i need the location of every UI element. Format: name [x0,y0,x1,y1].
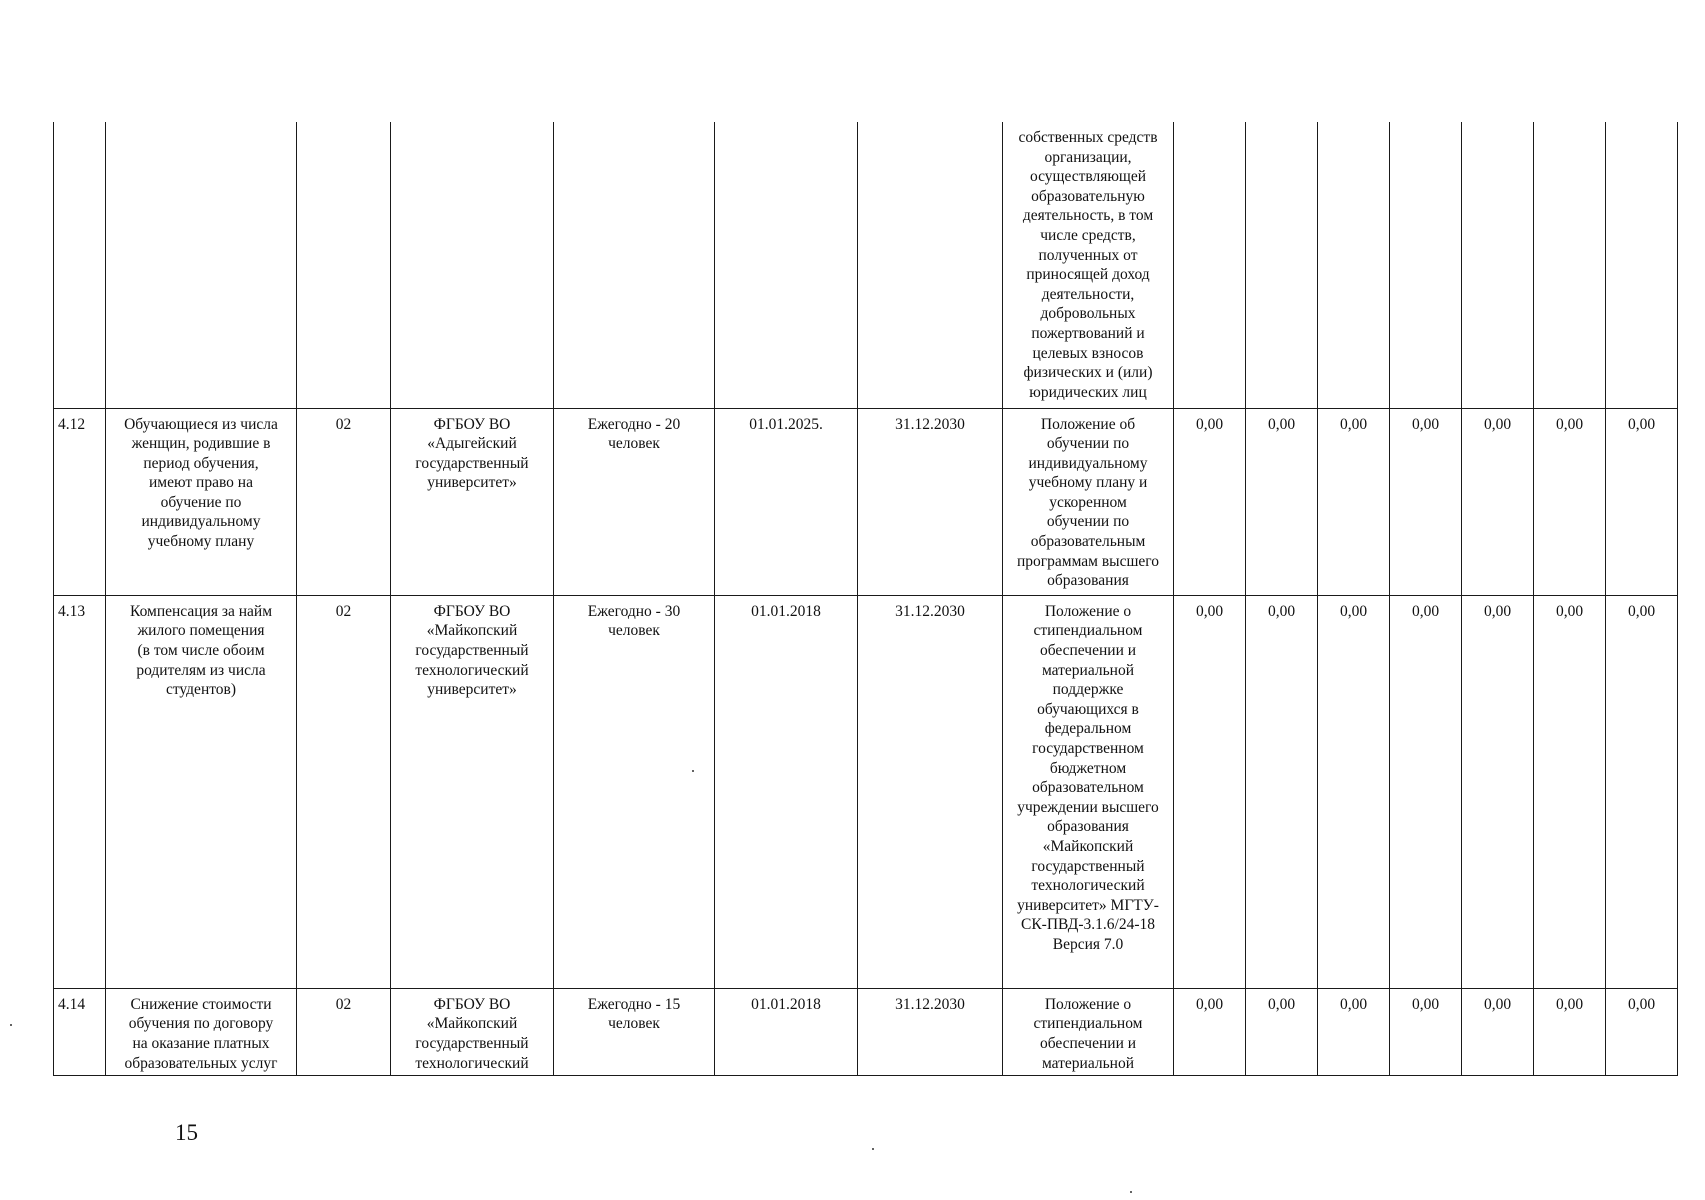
legal-basis-cell: Положение о стипендиальном обеспечении и материальной поддержке обучающихся в федеральном государственном бюджетном образовательном учреждении высшего образования «Майкопский государственный технологический университет» МГТУ- СК-ПВД-3.1.6/24-18 Версия 7.0 [1003,595,1174,988]
volume-cell: Ежегодно - 30 человек [554,595,715,988]
volume-cell: Ежегодно - 15 человек [554,988,715,1075]
code-cell [297,122,391,408]
scan-speck [692,770,694,772]
organization-cell: ФГБОУ ВО «Майкопский государственный технологический [391,988,554,1075]
amount-cell [1390,122,1462,408]
end-date-cell: 31.12.2030 [858,988,1003,1075]
code-cell: 02 [297,408,391,595]
volume-cell: Ежегодно - 20 человек [554,408,715,595]
scan-speck [10,1024,12,1026]
start-date-cell: 01.01.2018 [715,595,858,988]
amount-cell: 0,00 [1174,408,1246,595]
scan-speck [1130,1191,1132,1193]
amount-cell: 0,00 [1606,595,1678,988]
page-number: 15 [175,1120,198,1145]
row-number-cell [54,122,106,408]
amount-cell: 0,00 [1390,408,1462,595]
amount-cell: 0,00 [1534,988,1606,1075]
amount-cell [1246,122,1318,408]
amount-cell [1318,122,1390,408]
organization-cell [391,122,554,408]
table-row [54,595,1678,988]
start-date-cell: 01.01.2025. [715,408,858,595]
legal-basis-cell: Положение о стипендиальном обеспечении и материальной [1003,988,1174,1075]
amount-cell: 0,00 [1462,988,1534,1075]
end-date-cell [858,122,1003,408]
start-date-cell: 01.01.2018 [715,988,858,1075]
amount-cell: 0,00 [1390,988,1462,1075]
amount-cell [1462,122,1534,408]
end-date-cell: 31.12.2030 [858,595,1003,988]
amount-cell: 0,00 [1318,988,1390,1075]
amount-cell [1174,122,1246,408]
measure-name-cell: Компенсация за найм жилого помещения (в том числе обоим родителям из числа студентов) [106,595,297,988]
amount-cell: 0,00 [1606,408,1678,595]
organization-cell: ФГБОУ ВО «Майкопский государственный технологический университет» [391,595,554,988]
amount-cell [1606,122,1678,408]
amount-cell: 0,00 [1534,595,1606,988]
amount-cell: 0,00 [1390,595,1462,988]
legal-basis-cell: Положение об обучении по индивидуальному учебному плану и ускоренном обучении по образовательным программам высшего образования [1003,408,1174,595]
amount-cell [1534,122,1606,408]
amount-cell: 0,00 [1246,988,1318,1075]
amount-cell: 0,00 [1174,595,1246,988]
amount-cell: 0,00 [1534,408,1606,595]
end-date-cell: 31.12.2030 [858,408,1003,595]
measure-name-cell: Снижение стоимости обучения по договору на оказание платных образовательных услуг [106,988,297,1075]
amount-cell: 0,00 [1318,595,1390,988]
table-row [54,122,1678,408]
measure-name-cell: Обучающиеся из числа женщин, родившие в период обучения, имеют право на обучение по индивидуальному учебному плану [106,408,297,595]
table-row [54,988,1678,1075]
document-table [53,122,1678,1076]
row-number-cell: 4.12 [54,408,106,595]
amount-cell: 0,00 [1462,408,1534,595]
row-number-cell: 4.13 [54,595,106,988]
scan-speck [872,1148,874,1150]
amount-cell: 0,00 [1174,988,1246,1075]
table-row [54,408,1678,595]
amount-cell: 0,00 [1318,408,1390,595]
amount-cell: 0,00 [1246,595,1318,988]
code-cell: 02 [297,595,391,988]
start-date-cell [715,122,858,408]
amount-cell: 0,00 [1462,595,1534,988]
measure-name-cell [106,122,297,408]
amount-cell: 0,00 [1606,988,1678,1075]
row-number-cell: 4.14 [54,988,106,1075]
volume-cell [554,122,715,408]
organization-cell: ФГБОУ ВО «Адыгейский государственный университет» [391,408,554,595]
legal-basis-cell: собственных средств организации, осуществляющей образовательную деятельность, в том числе средств, полученных от приносящей доход деятельности, добровольных пожертвований и целевых взносов физических и (или) юридических лиц [1003,122,1174,408]
code-cell: 02 [297,988,391,1075]
amount-cell: 0,00 [1246,408,1318,595]
